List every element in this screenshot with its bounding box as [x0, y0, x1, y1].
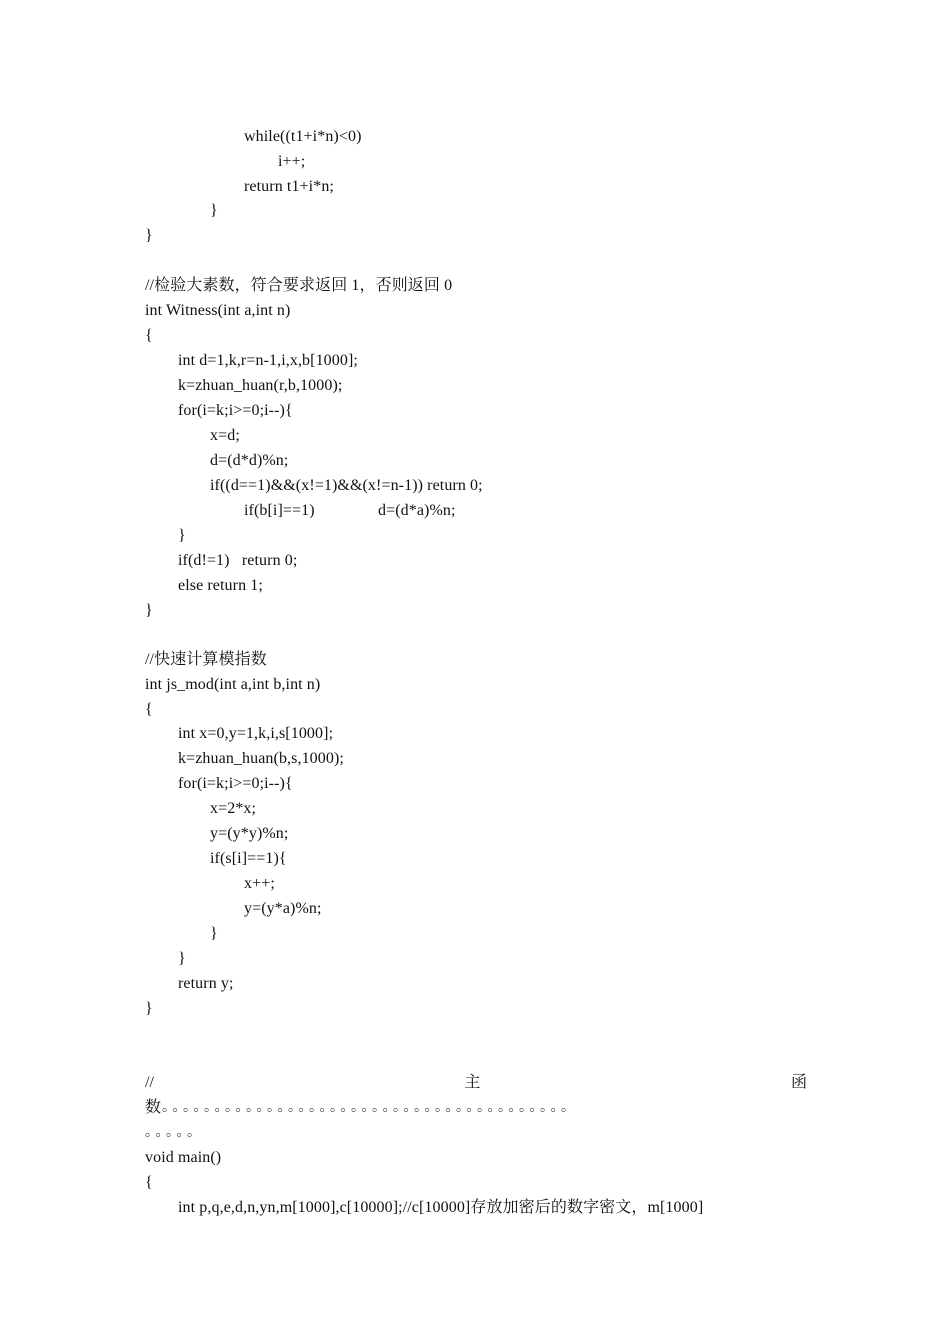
code-line: k=zhuan_huan(r,b,1000);: [178, 377, 343, 394]
code-line: while((t1+i*n)<0): [244, 128, 362, 145]
code-line: {: [145, 1174, 153, 1191]
code-line: return t1+i*n;: [244, 178, 334, 195]
code-line: int p,q,e,d,n,yn,m[1000],c[10000];//c[10000]存放加密后的数字密文，m[1000]: [178, 1199, 704, 1216]
code-line: i++;: [278, 153, 306, 170]
code-line: d=(d*d)%n;: [210, 452, 289, 469]
code-line: {: [145, 327, 153, 344]
code-line: }: [178, 950, 186, 967]
function-signature: void main(): [145, 1149, 222, 1166]
code-line: if(s[i]==1){: [210, 850, 287, 867]
function-signature: int js_mod(int a,int b,int n): [145, 676, 321, 693]
code-line: d=(d*a)%n;: [378, 502, 456, 519]
code-line: }: [210, 202, 218, 219]
code-line: if(b[i]==1): [244, 502, 315, 519]
code-line: int d=1,k,r=n-1,i,x,b[1000];: [178, 352, 358, 369]
code-line: else return 1;: [178, 577, 263, 594]
comment-word-function: 函: [790, 1074, 807, 1091]
code-comment: //快速计算模指数: [145, 651, 267, 668]
code-line: k=zhuan_huan(b,s,1000);: [178, 750, 344, 767]
code-line: for(i=k;i>=0;i--){: [178, 775, 293, 792]
code-line: x++;: [244, 875, 275, 892]
main-function-comment: [145, 1073, 807, 1093]
code-line: if(d!=1) return 0;: [178, 552, 298, 569]
comment-word-shu: 数: [145, 1099, 162, 1116]
comment-slashes: //: [145, 1074, 154, 1091]
code-line: if((d==1)&&(x!=1)&&(x!=n-1)) return 0;: [210, 477, 483, 494]
code-line: x=d;: [210, 427, 240, 444]
comment-dots: 。。。。。。。。。。。。。。。。。。。。。。。。。。。。。。。。。。。。。。。: [162, 1100, 579, 1115]
code-line: x=2*x;: [210, 800, 257, 817]
code-line: int x=0,y=1,k,i,s[1000];: [178, 725, 334, 742]
code-line: y=(y*a)%n;: [244, 900, 322, 917]
code-line: }: [145, 1000, 153, 1017]
code-line: for(i=k;i>=0;i--){: [178, 402, 293, 419]
code-comment: //检验大素数，符合要求返回 1，否则返回 0: [145, 277, 453, 294]
comment-dots: 。。。。。: [145, 1125, 205, 1140]
code-line: }: [210, 925, 218, 942]
function-signature: int Witness(int a,int n): [145, 302, 291, 319]
code-line: }: [145, 602, 153, 619]
comment-word-main: 主: [464, 1074, 481, 1091]
code-line: return y;: [178, 975, 234, 992]
code-line: {: [145, 701, 153, 718]
code-line: }: [145, 227, 153, 244]
code-line: }: [178, 527, 186, 544]
code-line: y=(y*y)%n;: [210, 825, 289, 842]
